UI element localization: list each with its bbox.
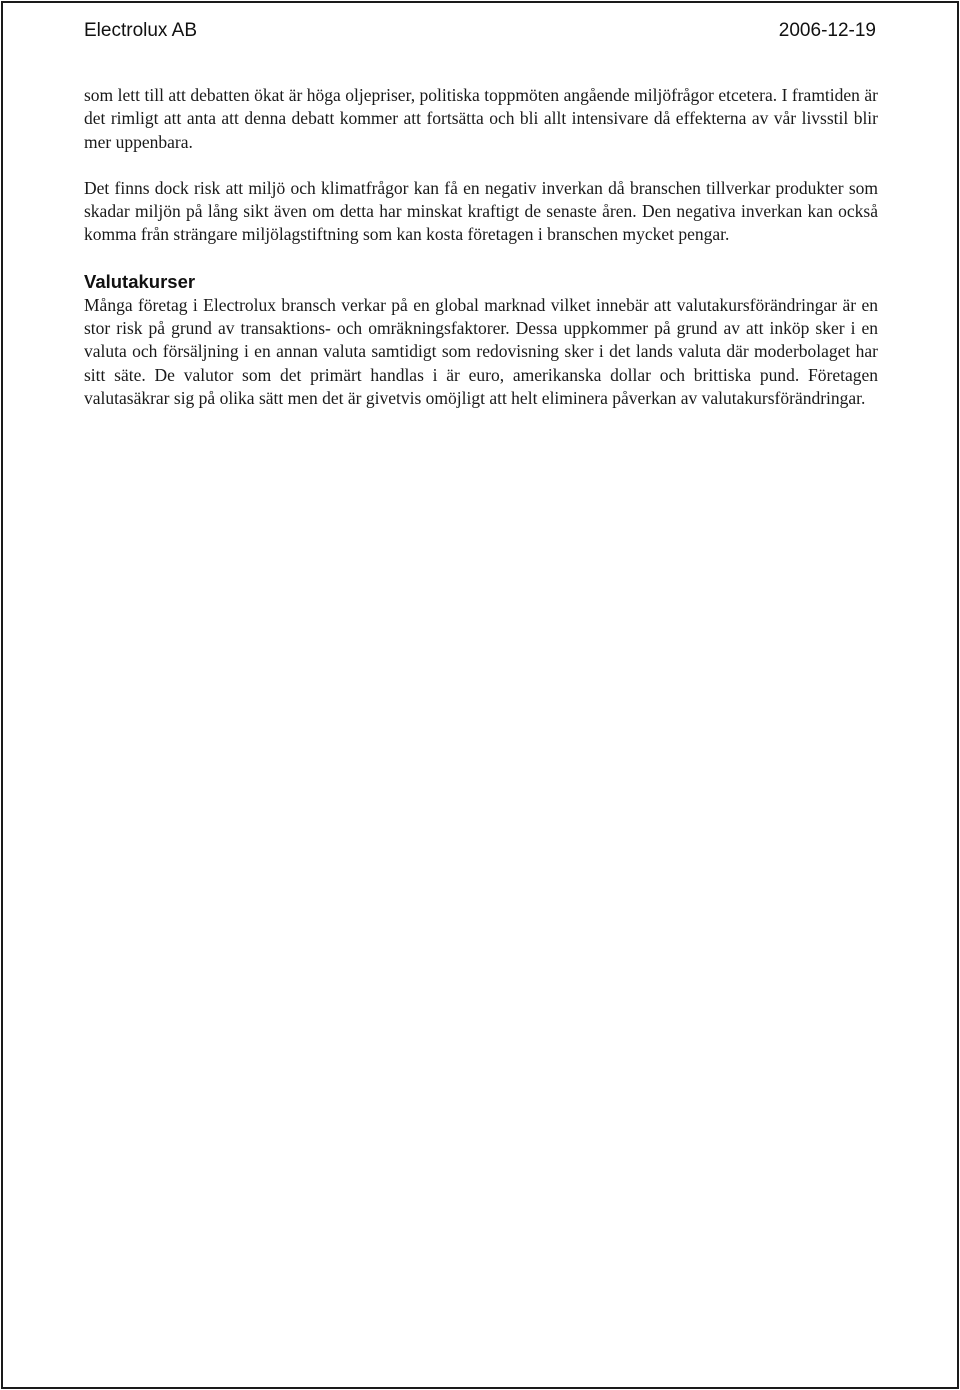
document-body [84,84,878,410]
section-heading-valutakurser: Valutakurser [84,270,196,292]
header-company: Electrolux AB [84,20,197,41]
paragraph-environment-risk: Det finns dock risk att miljö och klimatfrågor kan få en negativ inverkan då branschen tillverkar produkter som skadar miljön på lång sikt även om detta har minskat kraftigt de senaste åren. Den negativa inverkan kan också komma från strängare miljölagstiftning som kan kosta företagen i branschen mycket pengar. [84,177,878,245]
page-header [84,20,876,48]
paragraph-environment-debate: som lett till att debatten ökat är höga oljepriser, politiska toppmöten angående miljöfrågor etcetera. I framtiden är det rimligt att anta att denna debatt kommer att fortsätta och bli allt intensivare då effekterna av vår livsstil blir mer uppenbara. [84,85,878,152]
paragraph-currency-risk: Många företag i Electrolux bransch verkar på en global marknad vilket innebär att valutakursförändringar är en stor risk på grund av transaktions- och omräkningsfaktorer. Dessa uppkommer på grund av att inköp sker i en valuta och försäljning i en annan valuta samtidigt som redovisning sker i det lands valuta där moderbolaget har sitt säte. De valutor som det primärt handlas i är euro, amerikanska dollar och brittiska pund. Företagen valutasäkrar sig på olika sätt men det är givetvis omöjligt att helt eliminera påverkan av valutakursförändringar. [84,294,878,408]
header-date: 2006-12-19 [778,20,876,41]
